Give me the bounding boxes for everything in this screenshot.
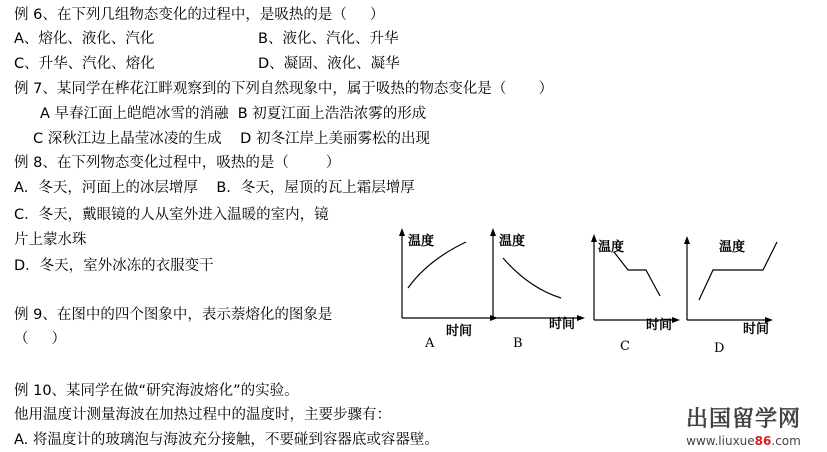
- graph-c: [590, 234, 690, 344]
- graph-c-ylabel: 温度: [598, 240, 625, 255]
- graph-d-ylabel: 温度: [719, 240, 746, 255]
- graph-c-y-arrow: [591, 234, 597, 242]
- graph-b-letter: B: [513, 336, 523, 351]
- watermark-title: 出国留学网: [685, 407, 801, 432]
- graph-c-x-arrow: [672, 317, 680, 323]
- q9-answer-blank: （ ）: [14, 331, 67, 347]
- graph-c-xlabel: 时间: [646, 318, 673, 333]
- graph-c-curve: [614, 252, 660, 296]
- graph-b: [489, 228, 589, 338]
- graph-d-xlabel: 时间: [743, 322, 770, 337]
- graph-d-letter: D: [714, 341, 725, 356]
- graph-a-letter: A: [425, 336, 435, 351]
- q8-options-ab: A．冬天，河面上的冰层增厚 B．冬天，屋顶的瓦上霜层增厚: [14, 180, 415, 196]
- graph-c-letter: C: [620, 339, 630, 354]
- graph-b-x-arrow: [577, 315, 585, 321]
- q10-stem: 例 10、某同学在做“研究海波熔化”的实验。: [14, 383, 299, 399]
- graph-a: [398, 228, 498, 338]
- q6-option-c: C、升华、汽化、熔化: [14, 56, 155, 72]
- q10-line2: 他用温度计测量海波在加热过程中的温度时，主要步骤有：: [14, 407, 391, 423]
- graph-d-y-arrow: [684, 236, 690, 244]
- q9-stem: 例 9、在图中的四个图象中，表示萘熔化的图象是: [14, 307, 333, 323]
- watermark-url-suffix: .com: [771, 434, 801, 448]
- graph-b-xlabel: 时间: [549, 317, 576, 332]
- q7-options-ab: A 早春江面上皑皑冰雪的消融 B 初夏江面上浩浩浓雾的形成: [40, 106, 427, 122]
- watermark: [686, 406, 801, 452]
- q8-option-c-line2: 片上蒙水珠: [14, 232, 87, 248]
- graph-a-xlabel: 时间: [446, 324, 473, 339]
- watermark-url: [686, 434, 801, 448]
- graph-a-y-arrow: [399, 228, 405, 236]
- q10-line3: A. 将温度计的玻璃泡与海波充分接触，不要碰到容器底或容器壁。: [14, 432, 439, 448]
- watermark-url-prefix: www.liuxue: [686, 434, 755, 448]
- graph-b-curve: [503, 258, 561, 298]
- q6-option-b: B、液化、汽化、升华: [258, 31, 399, 47]
- graph-a-ylabel: 温度: [408, 234, 435, 249]
- q8-option-d: D．冬天，室外冰冻的衣服变干: [14, 258, 214, 274]
- q8-option-c-line1: C．冬天，戴眼镜的人从室外进入温暖的室内，镜: [14, 207, 329, 223]
- graph-b-y-arrow: [490, 228, 496, 236]
- q6-option-d: D、凝固、液化、凝华: [258, 56, 400, 72]
- graph-d: [683, 236, 783, 346]
- q6-option-a: A、熔化、液化、汽化: [14, 31, 155, 47]
- graph-b-ylabel: 温度: [499, 234, 526, 249]
- q8-stem: 例 8、在下列物态变化过程中，吸热的是（ ）: [14, 155, 341, 171]
- q6-stem: 例 6、在下列几组物态变化的过程中，是吸热的是（ ）: [14, 7, 385, 23]
- q7-stem: 例 7、某同学在桦花江畔观察到的下列自然现象中，属于吸热的物态变化是（ ）: [14, 81, 554, 97]
- watermark-url-highlight: 86: [754, 434, 772, 448]
- q7-options-cd: C 深秋江边上晶莹冰凌的生成 D 初冬江岸上美丽雾松的出现: [33, 131, 430, 147]
